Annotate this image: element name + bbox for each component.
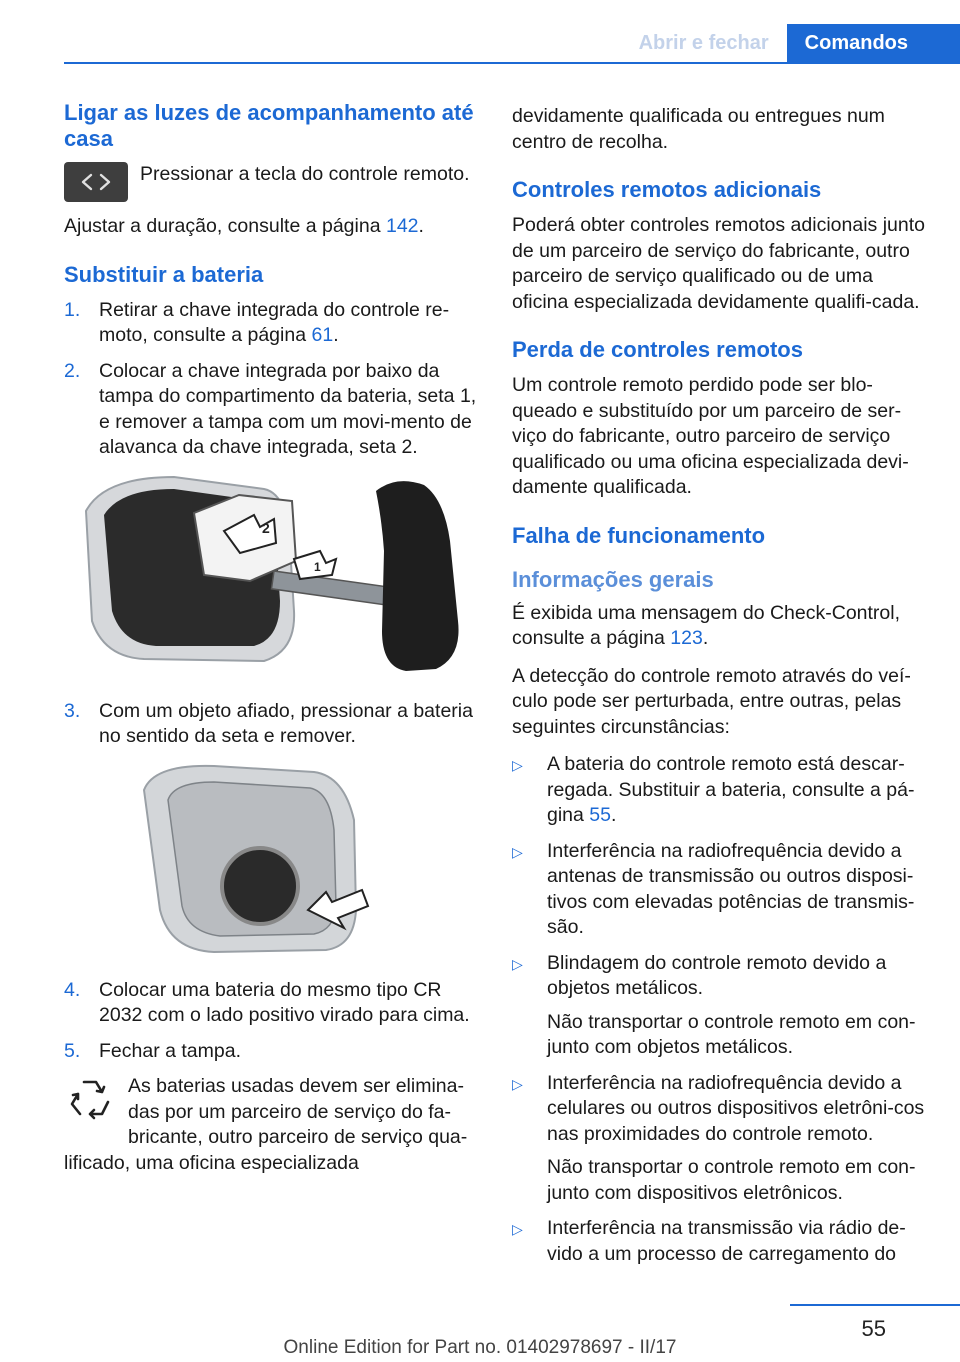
page-link-123[interactable]: 123 — [670, 627, 703, 649]
page-number: 55 — [861, 1316, 886, 1341]
headlight-icon — [79, 171, 113, 193]
battery-steps-continued — [64, 699, 478, 750]
tab-abrir-e-fechar[interactable]: Abrir e fechar — [638, 32, 769, 54]
page-number-rule — [790, 1304, 960, 1306]
bullet-triangle-icon: ▷ — [512, 1075, 523, 1092]
figure-remote-open-cover — [64, 471, 474, 681]
section-title-replace-battery: Substituir a bateria — [64, 261, 264, 287]
step-2: 2. Colocar a chave integrada por baixo da tampa do compartimento da bateria, seta 1, e remover a tampa com um movi‐mento de alavanca da chave integrada, seta 2. — [64, 359, 477, 458]
header-tabs — [621, 24, 960, 62]
circumstances-list — [512, 752, 926, 1267]
subsection-general-info: Informações gerais — [512, 566, 714, 592]
right-column — [512, 104, 926, 1277]
list-item: ▷ Interferência na radiofrequência devido a antenas de transmissão ou outros disposi‐tivos com elevadas potências de transmis‐são. — [512, 839, 915, 938]
footer-edition: Online Edition for Part no. 01402978697 - II/17 — [283, 1337, 677, 1358]
list-item: ▷ Interferência na radiofrequência devido a celulares ou outros dispositivos eletrôni‐cos nas proximidades do controle remoto. Não transportar o controle remoto em con‐junto com dispositivos eletrônicos. — [512, 1071, 925, 1204]
step-4: 4. Colocar uma bateria do mesmo tipo CR 2032 com o lado positivo virado para cima. — [64, 978, 470, 1026]
bullet-triangle-icon: ▷ — [512, 1221, 523, 1237]
page-link-55[interactable]: 55 — [589, 804, 611, 826]
additional-remotes-text: Poderá obter controles remotos adicionais junto de um parceiro de serviço do fabricante, outro parceiro de serviço qualificado ou de uma oficina especializada devidamente qualifi‐cada. — [512, 214, 925, 313]
recycle-note-text: As baterias usadas devem ser elimina‐das por um parceiro de serviço do fa‐bricante, outro parceiro de serviço qua‐lificado, uma oficina especializada — [64, 1075, 468, 1174]
page-link-142[interactable]: 142 — [385, 215, 419, 237]
detection-text: A detecção do controle remoto através do veí‐culo pode ser perturbada, entre outras, pelas seguintes circunstâncias: — [512, 664, 911, 738]
header-rule — [64, 62, 960, 64]
recycle-note — [64, 1074, 478, 1176]
recycle-icon — [64, 1074, 116, 1126]
figure-arrow-label-2: 2 — [262, 519, 270, 536]
bullet-triangle-icon: ▷ — [512, 955, 523, 972]
section-title-lost-remotes: Perda de controles remotos — [512, 337, 803, 362]
battery-steps — [64, 298, 478, 461]
step-5: 5. Fechar a tampa. — [64, 1039, 241, 1062]
list-item: ▷ Interferência na transmissão via rádio de‐vido a um processo de carregamento do — [512, 1217, 906, 1265]
bullet-triangle-icon: ▷ — [512, 757, 523, 773]
section-title-follow-me-home: Ligar as luzes de acompanhamento até casa — [64, 100, 474, 151]
battery-steps-final — [64, 978, 478, 1065]
figure-remote-battery — [64, 760, 474, 960]
remote-key-button — [64, 162, 128, 202]
adjust-duration: Ajustar a duração, consulte a página 142. — [64, 215, 424, 237]
lost-remotes-text: Um controle remoto perdido pode ser blo‐queado e substituído por um parceiro de ser‐viço do fabricante, outro parceiro de serviço qualificado ou uma oficina especializada devi‐damente qualificada. — [512, 374, 909, 498]
list-item: ▷ A bateria do controle remoto está descar‐regada. Substituir a bateria, consulte a pá‐gina 55. — [512, 753, 915, 826]
bullet-triangle-icon: ▷ — [512, 843, 523, 860]
left-column — [64, 100, 478, 1176]
tab-comandos[interactable]: Comandos — [787, 24, 960, 62]
key-instruction — [64, 162, 478, 202]
step-1: 1. Retirar a chave integrada do controle re‐moto, consulte a página 61. — [64, 298, 450, 346]
figure-arrow-label-1: 1 — [314, 559, 321, 574]
list-item: ▷ Blindagem do controle remoto devido a objetos metálicos. Não transportar o controle remoto em con‐junto com objetos metálicos. — [512, 951, 916, 1058]
section-title-additional-remotes: Controles remotos adicionais — [512, 177, 822, 202]
page-link-61[interactable]: 61 — [311, 324, 334, 346]
recycle-note-continued: devidamente qualificada ou entregues num centro de recolha. — [512, 105, 885, 153]
step-3: 3. Com um objeto afiado, pressionar a bateria no sentido da seta e remover. — [64, 699, 473, 747]
check-control-text: É exibida uma mensagem do Check-Control, consulte a página 123. — [512, 601, 901, 649]
section-title-malfunction: Falha de funcionamento — [512, 522, 766, 548]
key-instruction-text: Pressionar a tecla do controle remoto. — [140, 163, 470, 185]
